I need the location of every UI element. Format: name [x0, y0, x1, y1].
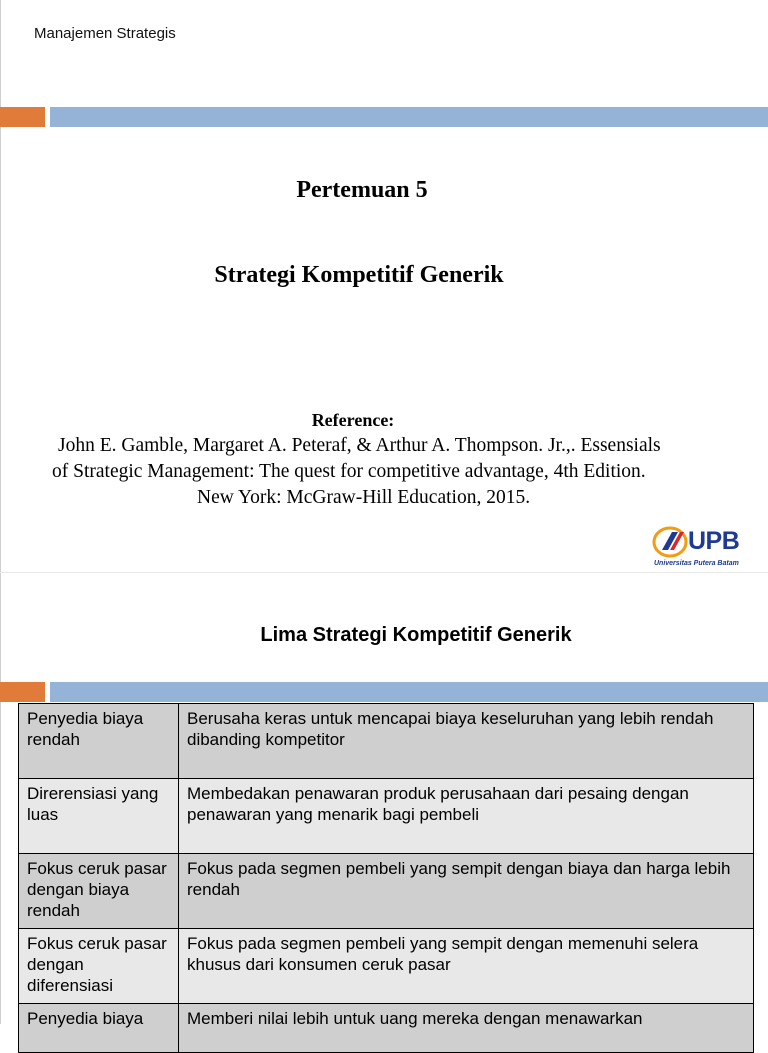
table-row	[19, 854, 754, 929]
accent-bar-blue	[50, 107, 768, 127]
strategy-table	[18, 703, 754, 1053]
reference-line-2: of Strategic Management: The quest for competitive advantage, 4th Edition.	[52, 461, 646, 482]
strategy-desc: Memberi nilai lebih untuk uang mereka dengan menawarkan	[179, 1004, 754, 1053]
table-title: Lima Strategi Kompetitif Generik	[260, 624, 572, 646]
course-header: Manajemen Strategis	[34, 25, 176, 42]
table-row	[19, 779, 754, 854]
strategy-name: Fokus ceruk pasar dengan biaya rendah	[19, 854, 179, 929]
strategy-desc: Fokus pada segmen pembeli yang sempit dengan biaya dan harga lebih rendah	[179, 854, 754, 929]
strategy-desc: Fokus pada segmen pembeli yang sempit dengan memenuhi selera khusus dari konsumen ceruk pasar	[179, 929, 754, 1004]
strategy-desc: Membedakan penawaran produk perusahaan dari pesaing dengan penawaran yang menarik bagi pembeli	[179, 779, 754, 854]
accent-bar-blue-2	[50, 682, 768, 702]
table-row	[19, 929, 754, 1004]
strategy-desc: Berusaha keras untuk mencapai biaya keseluruhan yang lebih rendah dibanding kompetitor	[179, 704, 754, 779]
reference-line-3: New York: McGraw-Hill Education, 2015.	[197, 487, 531, 508]
strategy-name: Penyedia biaya rendah	[19, 704, 179, 779]
strategy-name: Fokus ceruk pasar dengan diferensiasi	[19, 929, 179, 1004]
reference-line-1: John E. Gamble, Margaret A. Peteraf, & Arthur A. Thompson. Jr.,. Essensials	[58, 435, 661, 456]
reference-label: Reference:	[311, 410, 395, 430]
logo-text: UPB	[688, 527, 740, 555]
strategy-name: Penyedia biaya	[19, 1004, 179, 1053]
strategy-name: Direrensiasi yang luas	[19, 779, 179, 854]
slide-subtitle: Strategi Kompetitif Generik	[214, 262, 504, 288]
accent-bar-orange	[0, 107, 45, 127]
table-row	[19, 1004, 754, 1053]
table-row	[19, 704, 754, 779]
slide-title: Pertemuan 5	[296, 177, 428, 203]
logo-subtitle: Universitas Putera Batam	[654, 560, 739, 567]
accent-bar-orange-2	[0, 682, 45, 702]
